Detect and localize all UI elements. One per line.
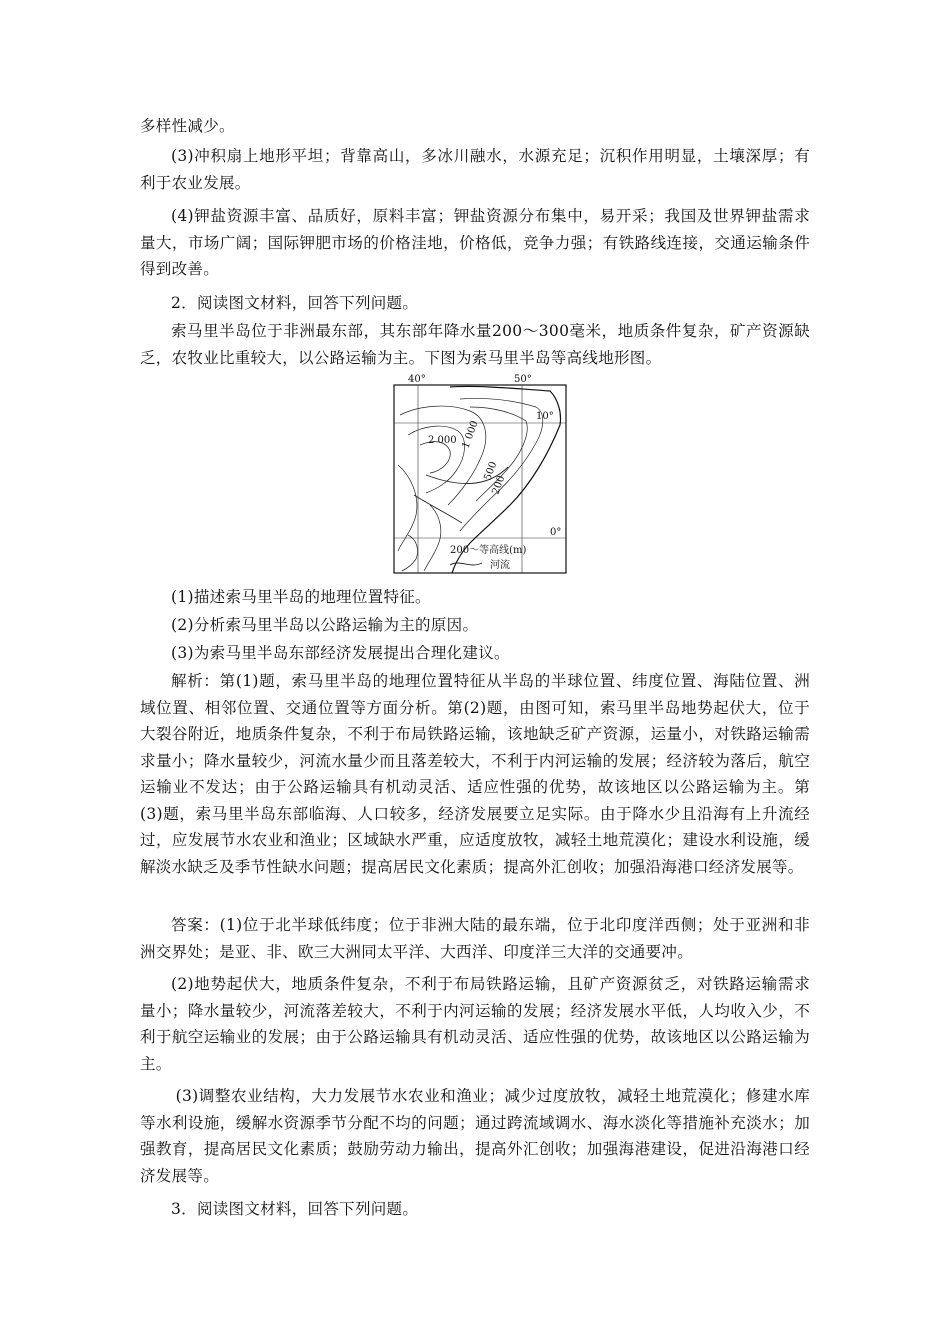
lat-label-0: 0° xyxy=(550,527,562,538)
lon-label-50: 50° xyxy=(514,374,532,385)
contour-label-500: 500 xyxy=(482,460,500,483)
question-3-heading: 3．阅读图文材料，回答下列问题。 xyxy=(171,1200,419,1218)
legend-contour: 200～等高线(m) xyxy=(450,545,527,556)
question-2-answer-1: 答案：(1)位于北半球低纬度；位于非洲大陆的最东端，位于北印度洋西侧；处于亚洲和非洲交界处；是亚、非、欧三大洲同太平洋、大西洋、印度洋三大洋的交通要冲。 xyxy=(140,916,810,961)
somali-peninsula-contour-map xyxy=(390,355,570,577)
answer-3: (3)冲积扇上地形平坦；背靠高山，多冰川融水，水源充足；沉积作用明显，土壤深厚；有利于农业发展。 xyxy=(140,147,810,192)
contour-label-2000: 2 000 xyxy=(428,435,457,446)
answer-4: (4)钾盐资源丰富、品质好，原料丰富；钾盐资源分布集中，易开采；我国及世界钾盐需求量大，市场广阔；国际钾肥市场的价格洼地，价格低，竞争力强；有铁路线连接，交通运输条件得到改善。 xyxy=(140,207,810,278)
question-2-sub-1: (1)描述索马里半岛的地理位置特征。 xyxy=(171,588,431,606)
question-2-intro: 索马里半岛位于非洲最东部，其东部年降水量200～300毫米，地质条件复杂，矿产资源缺乏，农牧业比重较大，以公路运输为主。下图为索马里半岛等高线地形图。 xyxy=(140,322,810,367)
lon-label-40: 40° xyxy=(408,374,426,385)
question-2-sub-2: (2)分析索马里半岛以公路运输为主的原因。 xyxy=(171,616,479,634)
lat-label-10: 10° xyxy=(536,411,554,422)
question-2-answer-2: (2)地势起伏大，地质条件复杂，不利于布局铁路运输，且矿产资源贫乏，对铁路运输需求量小；降水量较少，河流落差较大，不利于内河运输的发展；经济发展水平低，人均收入少，不利于航空运输业的发展；由于公路运输具有机动灵活、适应性强的优势，故该地区以公路运输为主。 xyxy=(140,975,810,1073)
question-2-answer-3: (3)调整农业结构，大力发展节水农业和渔业；减少过度放牧，减轻土地荒漠化；修建水库等水利设施，缓解水资源季节分配不均的问题；通过跨流域调水、海水淡化等措施补充淡水；加强教育，提高居民文化素质；鼓励劳动力输出，提高外汇创收；加强海港建设，促进沿海港口经济发展等。 xyxy=(140,1087,810,1185)
question-2-analysis: 解析：第(1)题，索马里半岛的地理位置特征从半岛的半球位置、纬度位置、海陆位置、洲域位置、相邻位置、交通位置等方面分析。第(2)题，由图可知，索马里半岛地势起伏大，位于大裂谷附近，地质条件复杂，不利于布局铁路运输，该地缺乏矿产资源，运量小，对铁路运输需求量小；降水量较少，河流水量少而且落差较大，不利于内河运输的发展；经济较为落后，航空运输业不发达；由于公路运输具有机动灵活、适应性强的优势，故该地区以公路运输为主。第(3)题，索马里半岛东部临海、人口较多，经济发展要立足实际。由于降水少且沿海有上升流经过，应发展节水农业和渔业；区域缺水严重，应适度放牧，减轻土地荒漠化；建设水利设施，缓解淡水缺乏及季节性缺水问题；提高居民文化素质；提高外汇创收；加强沿海港口经济发展等。 xyxy=(140,672,810,876)
question-2-sub-3: (3)为索马里半岛东部经济发展提出合理化建议。 xyxy=(171,644,510,662)
legend-river: 河流 xyxy=(490,560,510,571)
contour-label-200: 200 xyxy=(490,474,508,497)
answer-continuation: 多样性减少。 xyxy=(140,117,235,135)
question-2-heading: 2．阅读图文材料，回答下列问题。 xyxy=(171,294,419,312)
contour-label-1000: 1 000 xyxy=(460,419,481,451)
